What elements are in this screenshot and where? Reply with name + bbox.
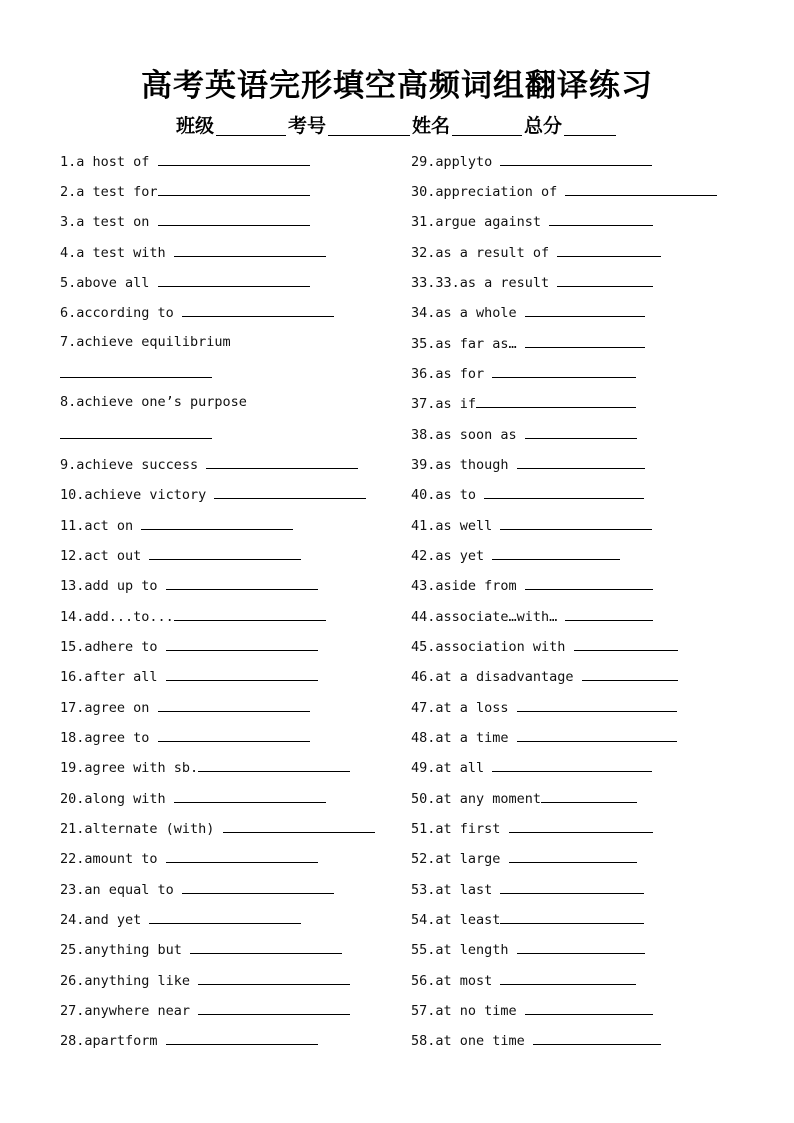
answer-blank[interactable] — [149, 910, 301, 924]
answer-blank[interactable] — [182, 880, 334, 894]
answer-blank[interactable] — [492, 546, 620, 560]
list-item: 37.as if — [411, 394, 636, 412]
answer-blank[interactable] — [158, 273, 310, 287]
score-blank[interactable] — [564, 117, 616, 136]
list-item: 5.above all — [60, 273, 310, 291]
answer-blank[interactable] — [198, 758, 350, 772]
answer-blank[interactable] — [517, 940, 645, 954]
score-label: 总分 — [524, 115, 563, 137]
list-item: 58.at one time — [411, 1031, 661, 1049]
list-item: 26.anything like — [60, 971, 350, 989]
list-item: 36.as for — [411, 364, 636, 382]
list-item: 35.as far as… — [411, 334, 645, 352]
answer-blank[interactable] — [158, 212, 310, 226]
answer-blank[interactable] — [500, 880, 644, 894]
list-item: 29.applyto — [411, 152, 652, 170]
answer-blank[interactable] — [509, 819, 653, 833]
list-item: 8.achieve one’s purpose — [60, 394, 247, 410]
list-item: 44.associate…with… — [411, 607, 653, 625]
answer-blank[interactable] — [166, 637, 318, 651]
list-item: 11.act on — [60, 516, 293, 534]
list-item: 18.agree to — [60, 728, 310, 746]
answer-blank[interactable] — [141, 516, 293, 530]
answer-blank[interactable] — [166, 849, 318, 863]
list-item: 28.apartform — [60, 1031, 318, 1049]
list-item: 52.at large — [411, 849, 637, 867]
answer-blank[interactable] — [557, 273, 653, 287]
answer-blank[interactable] — [198, 1001, 350, 1015]
list-item: 54.at least — [411, 910, 644, 928]
answer-blank[interactable] — [574, 637, 678, 651]
answer-blank[interactable] — [158, 698, 310, 712]
answer-blank[interactable] — [190, 940, 342, 954]
answer-blank[interactable] — [565, 182, 717, 196]
list-item: 1.a host of — [60, 152, 310, 170]
list-item: 7.achieve equilibrium — [60, 334, 231, 350]
list-item: 49.at all — [411, 758, 652, 776]
list-item: 45.association with — [411, 637, 678, 655]
list-item: 48.at a time — [411, 728, 677, 746]
list-item: 27.anywhere near — [60, 1001, 350, 1019]
name-label: 姓名 — [412, 115, 451, 137]
list-item: 25.anything but — [60, 940, 342, 958]
class-label: 班级 — [175, 115, 214, 137]
list-item: 24.and yet — [60, 910, 301, 928]
answer-blank[interactable] — [500, 910, 644, 924]
student-info-line — [0, 111, 794, 138]
answer-blank[interactable] — [206, 455, 358, 469]
list-item: 34.as a whole — [411, 303, 645, 321]
list-item: 19.agree with sb. — [60, 758, 350, 776]
answer-blank[interactable] — [166, 1031, 318, 1045]
list-item: 56.at most — [411, 971, 636, 989]
list-item: 57.at no time — [411, 1001, 653, 1019]
list-item: 40.as to — [411, 485, 644, 503]
list-item: 12.act out — [60, 546, 301, 564]
answer-blank[interactable] — [492, 758, 652, 772]
list-item: 4.a test with — [60, 243, 326, 261]
answer-blank[interactable] — [484, 485, 644, 499]
answer-blank[interactable] — [525, 576, 653, 590]
answer-blank[interactable] — [60, 376, 212, 378]
list-item: 32.as a result of — [411, 243, 661, 261]
list-item: 43.aside from — [411, 576, 653, 594]
answer-blank[interactable] — [525, 1001, 653, 1015]
answer-blank[interactable] — [509, 849, 637, 863]
name-blank[interactable] — [452, 117, 522, 136]
list-item: 21.alternate (with) — [60, 819, 375, 837]
list-item: 23.an equal to — [60, 880, 334, 898]
list-item: 55.at length — [411, 940, 645, 958]
list-item: 22.amount to — [60, 849, 318, 867]
answer-blank[interactable] — [174, 789, 326, 803]
answer-blank[interactable] — [517, 698, 677, 712]
answer-blank[interactable] — [166, 667, 318, 681]
list-item: 30.appreciation of — [411, 182, 717, 200]
list-item: 13.add up to — [60, 576, 318, 594]
answer-blank[interactable] — [492, 364, 636, 378]
answer-blank[interactable] — [174, 607, 326, 621]
answer-blank[interactable] — [541, 789, 637, 803]
answer-blank[interactable] — [557, 243, 661, 257]
answer-blank[interactable] — [166, 576, 318, 590]
list-item: 10.achieve victory — [60, 485, 366, 503]
answer-blank[interactable] — [500, 152, 652, 166]
list-item: 42.as yet — [411, 546, 620, 564]
answer-blank[interactable] — [517, 455, 645, 469]
answer-blank[interactable] — [158, 728, 310, 742]
class-blank[interactable] — [216, 117, 286, 136]
list-item: 6.according to — [60, 303, 334, 321]
list-item: 16.after all — [60, 667, 318, 685]
answer-blank[interactable] — [549, 212, 653, 226]
answer-blank[interactable] — [149, 546, 301, 560]
list-item: 51.at first — [411, 819, 653, 837]
answer-blank[interactable] — [582, 667, 678, 681]
answer-blank[interactable] — [525, 425, 637, 439]
list-item: 38.as soon as — [411, 425, 637, 443]
list-item: 17.agree on — [60, 698, 310, 716]
exam-no-blank[interactable] — [328, 117, 410, 136]
page-title: 高考英语完形填空高频词组翻译练习 — [141, 68, 653, 104]
answer-blank[interactable] — [517, 728, 677, 742]
list-item: 20.along with — [60, 789, 326, 807]
list-item: 41.as well — [411, 516, 652, 534]
exam-no-label: 考号 — [287, 115, 326, 137]
answer-blank[interactable] — [214, 485, 366, 499]
answer-blank[interactable] — [158, 182, 310, 196]
answer-blank[interactable] — [223, 819, 375, 833]
answer-blank[interactable] — [565, 607, 653, 621]
list-item: 14.add...to... — [60, 607, 326, 625]
answer-blank[interactable] — [182, 303, 334, 317]
answer-blank[interactable] — [500, 516, 652, 530]
list-item: 46.at a disadvantage — [411, 667, 678, 685]
list-item: 3.a test on — [60, 212, 310, 230]
list-item: 31.argue against — [411, 212, 653, 230]
list-item: 50.at any moment — [411, 789, 637, 807]
list-item: 39.as though — [411, 455, 645, 473]
list-item: 33.33.as a result — [411, 273, 653, 291]
answer-blank[interactable] — [174, 243, 326, 257]
answer-blank[interactable] — [525, 334, 645, 348]
answer-blank[interactable] — [525, 303, 645, 317]
list-item: 15.adhere to — [60, 637, 318, 655]
list-item: 53.at last — [411, 880, 644, 898]
answer-blank[interactable] — [533, 1031, 661, 1045]
answer-blank[interactable] — [500, 971, 636, 985]
list-item: 2.a test for — [60, 182, 310, 200]
answer-blank[interactable] — [158, 152, 310, 166]
answer-blank[interactable] — [198, 971, 350, 985]
list-item: 47.at a loss — [411, 698, 677, 716]
answer-blank[interactable] — [60, 437, 212, 439]
answer-blank[interactable] — [476, 394, 636, 408]
list-item: 9.achieve success — [60, 455, 358, 473]
